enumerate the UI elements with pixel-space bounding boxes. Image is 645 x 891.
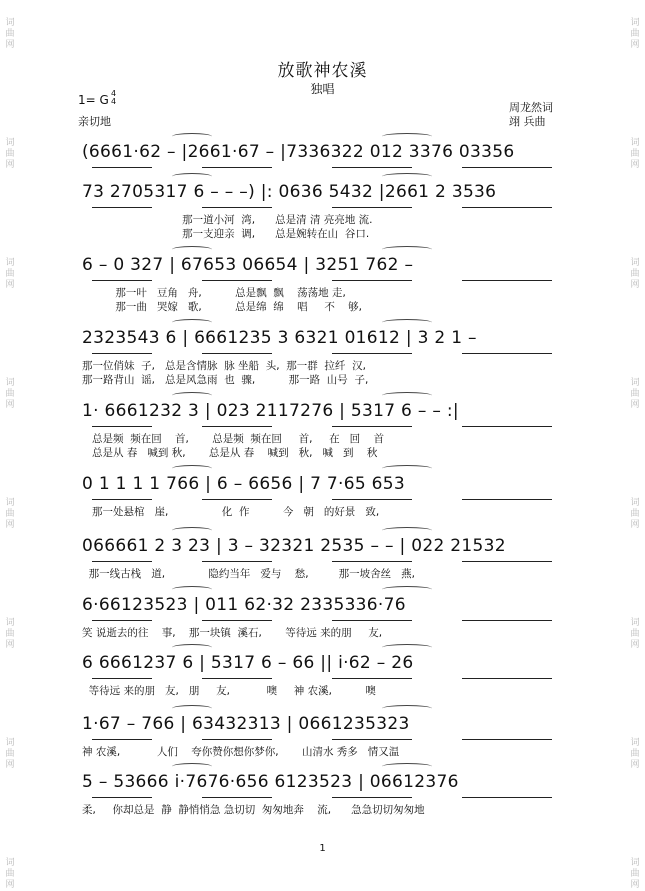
time-signature [111,90,116,106]
beam-line [202,426,272,427]
beam-line [202,353,272,354]
beam-group [82,678,570,684]
score-system [82,651,570,711]
watermark-right [625,0,645,891]
slur [382,586,432,593]
beam-line [332,620,412,621]
beam-line [332,739,412,740]
watermark-text: 词 曲 网 [630,618,640,650]
beam-line [332,426,412,427]
score-system [82,770,570,830]
watermark-text: 词 曲 网 [5,498,15,530]
beam-line [92,426,152,427]
slur [382,246,432,253]
beam-line [332,280,412,281]
beam-line [332,353,412,354]
time-signature-bottom: 4 [111,97,117,106]
lyricist-credit: 周龙然词 [509,101,553,114]
score-system [82,326,570,386]
beam-line [332,499,412,500]
watermark-left [0,0,20,891]
slur [172,705,212,712]
beam-line [202,561,272,562]
slur [382,465,432,472]
beam-line [92,280,152,281]
lyric-line: 那一曲 哭嫁 歌, 总是绵 绵 唱 不 够, [82,301,363,313]
lyric-line: 总是频 频在回 首, 总是频 频在回 首, 在 回 首 [82,433,384,445]
beam-line [92,739,152,740]
beam-line [332,797,412,798]
score-system [82,472,570,532]
beam-group [82,739,570,745]
beam-line [92,167,152,168]
note-line: 0 1 1 1 1 766 | 6 – 6656 | 7 7·65 653 [82,474,406,494]
watermark-text: 词 曲 网 [5,618,15,650]
slur [172,173,212,180]
beam-line [462,207,552,208]
watermark-text: 词 曲 网 [630,258,640,290]
beam-line [462,620,552,621]
slur [382,392,432,399]
beam-group [82,499,570,505]
composer-credit: 翊 兵曲 [509,115,546,128]
note-line: (6661·62 – |2661·67 – |7336322 012 3376 03356 [82,142,515,162]
beam-line [202,207,272,208]
lyric-line: 柔, 你却总是 静 静悄悄急 急切切 匆匆地奔 流, 急急切切匆匆地 [82,804,425,816]
beam-line [462,167,552,168]
lyric-line: 那一处悬棺 崖, 化 作 今 朝 的好景 致, [82,506,380,518]
score-system [82,593,570,653]
beam-line [92,620,152,621]
beam-line [332,561,412,562]
beam-line [92,207,152,208]
score-system [82,253,570,313]
watermark-text: 词 曲 网 [630,498,640,530]
beam-line [202,167,272,168]
beam-line [202,739,272,740]
lyric-line: 神 农溪, 人们 夸你赞你想你梦你, 山清水 秀多 情又温 [82,746,400,758]
beam-line [202,797,272,798]
note-line: 6 – 0 327 | 67653 06654 | 3251 762 – [82,255,414,275]
lyric-line: 笑 说逝去的往 事, 那一块镇 溪石, 等待远 来的朋 友, [82,627,383,639]
note-line: 73 2705317 6 – – –) |: 0636 5432 |2661 2 3536 [82,182,497,202]
slur [172,246,212,253]
lyric-line: 那一路背山 谣, 总是风急雨 也 骤, 那一路 山号 子, [82,374,369,386]
watermark-text: 词 曲 网 [630,378,640,410]
beam-line [332,207,412,208]
beam-group [82,280,570,286]
slur [172,763,212,770]
slur [172,133,212,140]
watermark-text: 词 曲 网 [5,378,15,410]
note-line: 1· 6661232 3 | 023 2117276 | 5317 6 – – :| [82,401,459,421]
slur [172,586,212,593]
slur [382,173,432,180]
song-subtitle: 独唱 [310,82,335,96]
beam-group [82,620,570,626]
watermark-text: 词 曲 网 [630,138,640,170]
note-line: 6 6661237 6 | 5317 6 – 66 || i·62 – 26 [82,653,414,673]
beam-line [462,739,552,740]
note-line: 5 – 53666 i·7676·656 6123523 | 06612376 [82,772,459,792]
lyric-line: 总是从 春 喊到 秋, 总是从 春 喊到 秋, 喊 到 秋 [82,447,378,459]
score-system [82,534,570,594]
slur [382,705,432,712]
slur [382,527,432,534]
beam-group [82,426,570,432]
beam-line [462,280,552,281]
key-signature: 1= G [78,93,109,107]
beam-line [92,678,152,679]
beam-line [92,353,152,354]
watermark-text: 词 曲 网 [5,138,15,170]
watermark-text: 词 曲 网 [630,738,640,770]
beam-line [202,678,272,679]
score-system [82,180,570,240]
beam-line [92,499,152,500]
beam-group [82,167,570,173]
beam-line [332,167,412,168]
watermark-text: 词 曲 网 [630,858,640,890]
slur [382,644,432,651]
beam-line [202,280,272,281]
lyric-line: 那一线古栈 道, 隐约当年 爱与 愁, 那一坡舍丝 燕, [82,568,416,580]
beam-line [462,353,552,354]
watermark-text: 词 曲 网 [5,258,15,290]
watermark-text: 词 曲 网 [5,858,15,890]
slur [172,644,212,651]
watermark-text: 词 曲 网 [5,18,15,50]
tempo-mark: 亲切地 [78,115,111,128]
score-system [82,399,570,459]
slur [172,319,212,326]
beam-line [92,797,152,798]
beam-line [92,561,152,562]
page-number: 1 [319,843,326,854]
beam-line [202,499,272,500]
note-line: 1·67 – 766 | 63432313 | 0661235323 [82,714,410,734]
watermark-text: 词 曲 网 [5,738,15,770]
note-line: 066661 2 3 23 | 3 – 32321 2535 – – | 022 21532 [82,536,506,556]
score-system [82,712,570,772]
beam-line [462,499,552,500]
slur [172,527,212,534]
beam-line [462,426,552,427]
lyric-line: 那一支迎亲 调, 总是婉转在山 谷口. [82,228,370,240]
beam-line [202,620,272,621]
lyric-line: 等待远 来的朋 友, 朋 友, 噢 神 农溪, 噢 [82,685,376,697]
slur [382,133,432,140]
beam-line [332,678,412,679]
song-title: 放歌神农溪 [277,61,368,81]
beam-group [82,207,570,213]
slur [382,763,432,770]
lyric-line: 那一叶 豆角 舟, 总是飘 飘 荡荡地 走, [82,287,346,299]
time-signature-top: 4 [111,89,117,98]
note-line: 6·66123523 | 011 62·32 2335336·76 [82,595,406,615]
beam-line [462,561,552,562]
beam-group [82,797,570,803]
beam-group [82,353,570,359]
slur [382,319,432,326]
lyric-line: 那一位俏妹 子, 总是含情脉 脉 坐船 头, 那一群 拉纤 汉, [82,360,366,372]
beam-group [82,561,570,567]
beam-line [462,678,552,679]
note-line: 2323543 6 | 6661235 3 6321 01612 | 3 2 1 – [82,328,477,348]
watermark-text: 词 曲 网 [630,18,640,50]
slur [172,392,212,399]
slur [172,465,212,472]
beam-line [462,797,552,798]
lyric-line: 那一道小河 湾, 总是清 清 亮亮地 流. [82,214,373,226]
